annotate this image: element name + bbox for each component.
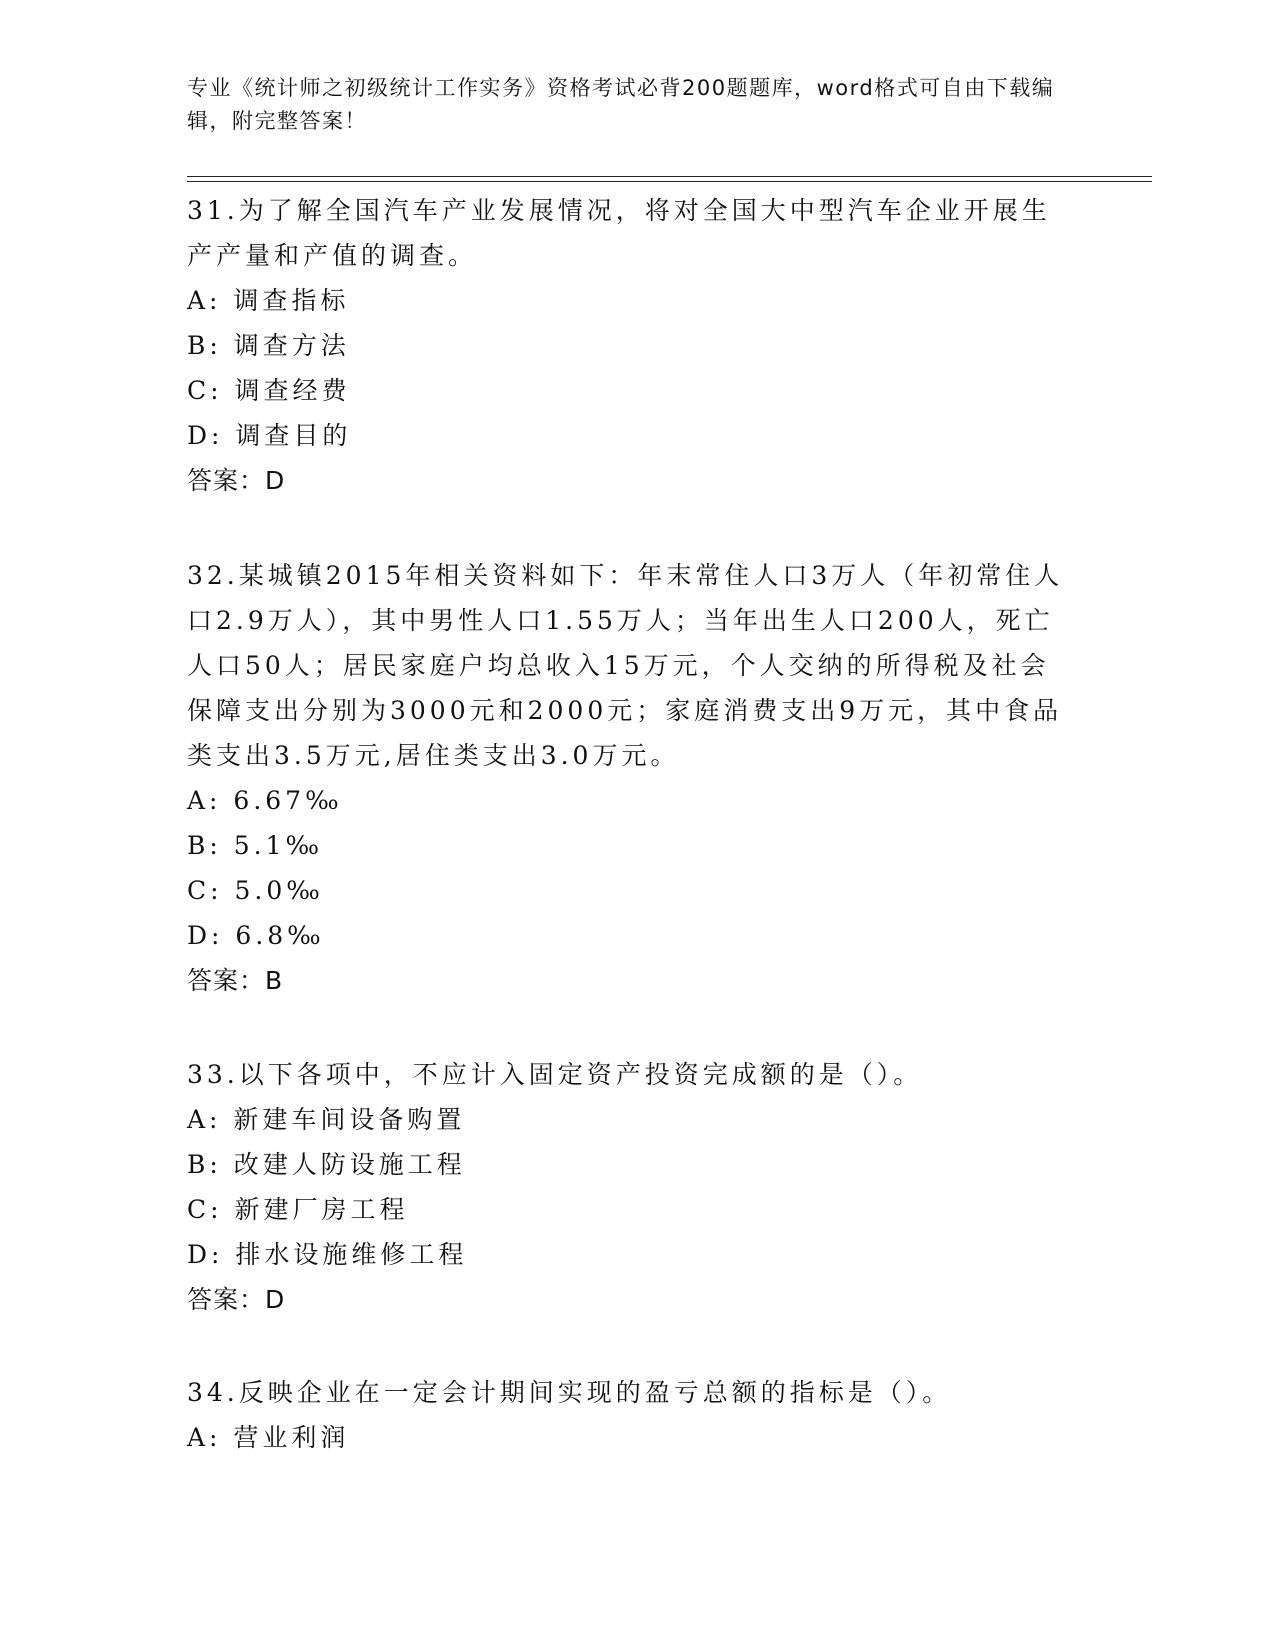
question-34 xyxy=(187,1370,1077,1460)
question-32 xyxy=(187,553,1077,1003)
question-stem: 33.以下各项中，不应计入固定资产投资完成额的是（）。 xyxy=(187,1060,923,1089)
option-c: C: 新建厂房工程 xyxy=(187,1195,409,1224)
question-33 xyxy=(187,1052,1077,1322)
question-stem: 34.反映企业在一定会计期间实现的盈亏总额的指标是（）。 xyxy=(187,1378,952,1407)
option-d: D: 6.8‰ xyxy=(187,921,325,950)
option-b: B: 5.1‰ xyxy=(187,831,324,860)
answer-line: 答案：B xyxy=(187,966,284,995)
option-c: C: 5.0‰ xyxy=(187,876,324,905)
question-stem: 32.某城镇2015年相关资料如下：年末常住人口3万人（年初常住人口2.9万人），其中男性人口1.55万人；当年出生人口200人，死亡人口50人；居民家庭户均总收入15万元，个人交纳的所得税及社会保障支出分别为3000元和2000元；家庭消费支出9万元，其中食品类支出3.5万元,居住类支出3.0万元。 xyxy=(187,561,1064,770)
option-c: C: 调查经费 xyxy=(187,376,351,405)
answer-line: 答案：D xyxy=(187,1285,286,1314)
document-header: 专业《统计师之初级统计工作实务》资格考试必背200题题库，word格式可自由下载编辑，附完整答案！ xyxy=(187,76,1055,133)
header-divider-bottom xyxy=(187,181,1152,182)
question-stem: 31.为了解全国汽车产业发展情况，将对全国大中型汽车企业开展生产产量和产值的调查。 xyxy=(187,196,1051,270)
option-b: B: 调查方法 xyxy=(187,331,350,360)
option-b: B: 改建人防设施工程 xyxy=(187,1150,466,1179)
question-31 xyxy=(187,188,1077,503)
answer-line: 答案：D xyxy=(187,466,286,495)
option-a: A: 调查指标 xyxy=(187,286,350,315)
option-a: A: 营业利润 xyxy=(187,1423,350,1452)
option-a: A: 新建车间设备购置 xyxy=(187,1105,466,1134)
option-d: D: 排水设施维修工程 xyxy=(187,1240,468,1269)
option-d: D: 调查目的 xyxy=(187,421,352,450)
header-divider-top xyxy=(187,176,1152,177)
option-a: A: 6.67‰ xyxy=(187,786,343,815)
